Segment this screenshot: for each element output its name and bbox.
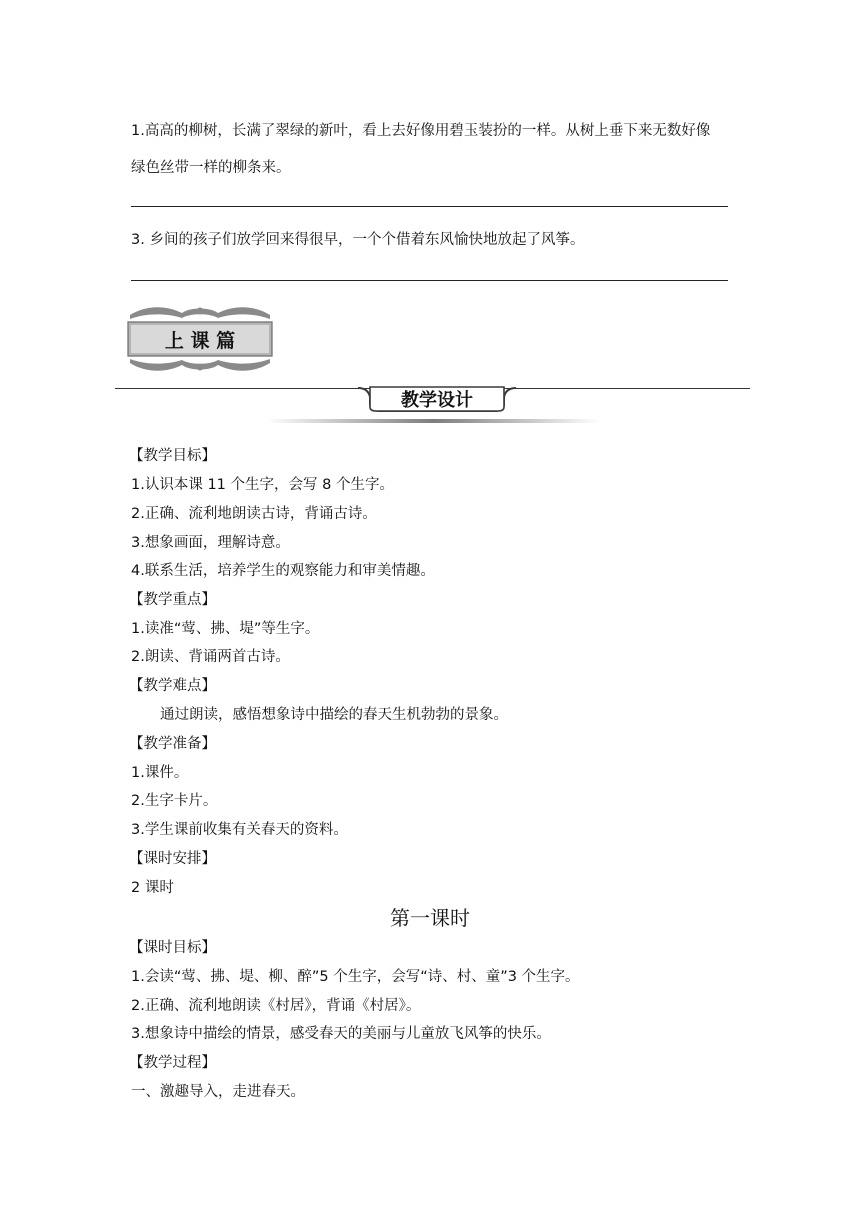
- schedule-text: 2 课时: [131, 880, 174, 896]
- heading-teaching-goals: 【教学目标】: [129, 448, 216, 464]
- key-point-item: 2.朗读、背诵两首古诗。: [131, 649, 290, 665]
- teaching-design-label: 教学设计: [401, 390, 473, 411]
- prep-item: 3.学生课前收集有关春天的资料。: [131, 822, 348, 838]
- heading-difficulties: 【教学难点】: [129, 678, 216, 694]
- key-point-item: 1.读准“莺、拂、堤”等生字。: [131, 621, 320, 637]
- exercise-sentence-1-line-1: 1.高高的柳树，长满了翠绿的新叶，看上去好像用碧玉装扮的一样。从树上垂下来无数好像: [131, 123, 711, 139]
- lesson-goal-item: 2.正确、流利地朗读《村居》，背诵《村居》。: [131, 998, 421, 1014]
- difficulty-text: 通过朗读，感悟想象诗中描绘的春天生机勃勃的景象。: [160, 707, 508, 723]
- process-step: 一、激趣导入，走进春天。: [131, 1084, 305, 1100]
- prep-item: 1.课件。: [131, 765, 189, 781]
- heading-key-points: 【教学重点】: [129, 592, 216, 608]
- lesson-goal-item: 1.会读“莺、拂、堤、柳、醉”5 个生字，会写“诗、村、童”3 个生字。: [131, 969, 580, 985]
- lesson-title: 第一课时: [390, 906, 470, 930]
- goal-item: 1.认识本课 11 个生字，会写 8 个生字。: [131, 477, 394, 493]
- class-section-label: 上 课 篇: [164, 330, 236, 352]
- lesson-goal-item: 3.想象诗中描绘的情景，感受春天的美丽与儿童放飞风筝的快乐。: [131, 1026, 551, 1042]
- goal-item: 3.想象画面，理解诗意。: [131, 535, 290, 551]
- class-section-banner: [126, 305, 274, 373]
- teaching-design-banner: [258, 375, 608, 427]
- heading-schedule: 【课时安排】: [129, 851, 216, 867]
- exercise-sentence-3: 3. 乡间的孩子们放学回来得很早，一个个借着东风愉快地放起了风筝。: [131, 232, 585, 248]
- goal-item: 2.正确、流利地朗读古诗，背诵古诗。: [131, 506, 377, 522]
- goal-item: 4.联系生活，培养学生的观察能力和审美情趣。: [131, 563, 435, 579]
- heading-preparation: 【教学准备】: [129, 736, 216, 752]
- exercise-sentence-1-line-2: 绿色丝带一样的柳条来。: [131, 160, 291, 176]
- heading-lesson-goals: 【课时目标】: [129, 940, 216, 956]
- heading-teaching-process: 【教学过程】: [129, 1055, 216, 1071]
- answer-blank-line: [131, 206, 728, 207]
- prep-item: 2.生字卡片。: [131, 793, 218, 809]
- answer-blank-line: [131, 280, 728, 281]
